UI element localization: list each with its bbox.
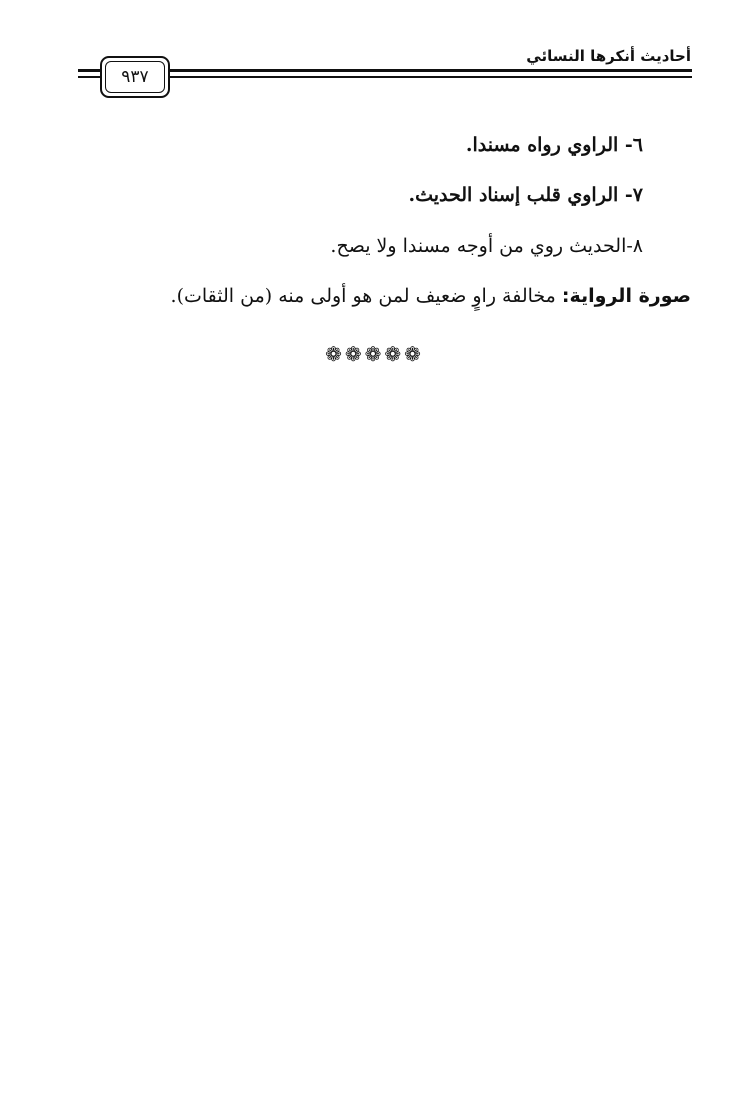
- list-item-8: ٨-الحديث روي من أوجه مسندا ولا يصح.: [330, 235, 643, 257]
- ornament-star-icon: ❁: [364, 342, 383, 366]
- ornament-star-icon: ❁: [344, 342, 363, 366]
- ornament-star-icon: ❁: [384, 342, 403, 366]
- page-number: ٩٣٧: [105, 61, 165, 93]
- header-rule-bottom: [78, 76, 692, 78]
- definition-paragraph: [70, 285, 691, 307]
- list-item-7: ٧- الراوي قلب إسناد الحديث.: [408, 184, 643, 206]
- ornament-star-icon: ❁: [325, 342, 343, 366]
- running-header-title: أحاديث أنكرها النسائي: [526, 47, 691, 65]
- list-item-6: ٦- الراوي رواه مسندا.: [465, 134, 643, 156]
- page-number-frame: [100, 56, 170, 98]
- header-rule-top: [78, 69, 692, 72]
- ornament-star-icon: ❁: [404, 342, 422, 366]
- definition-text: مخالفة راوٍ ضعيف لمن هو أولى منه (من الثقات).: [170, 285, 562, 307]
- section-divider-ornament: [0, 342, 747, 366]
- definition-label: صورة الرواية:: [561, 285, 691, 307]
